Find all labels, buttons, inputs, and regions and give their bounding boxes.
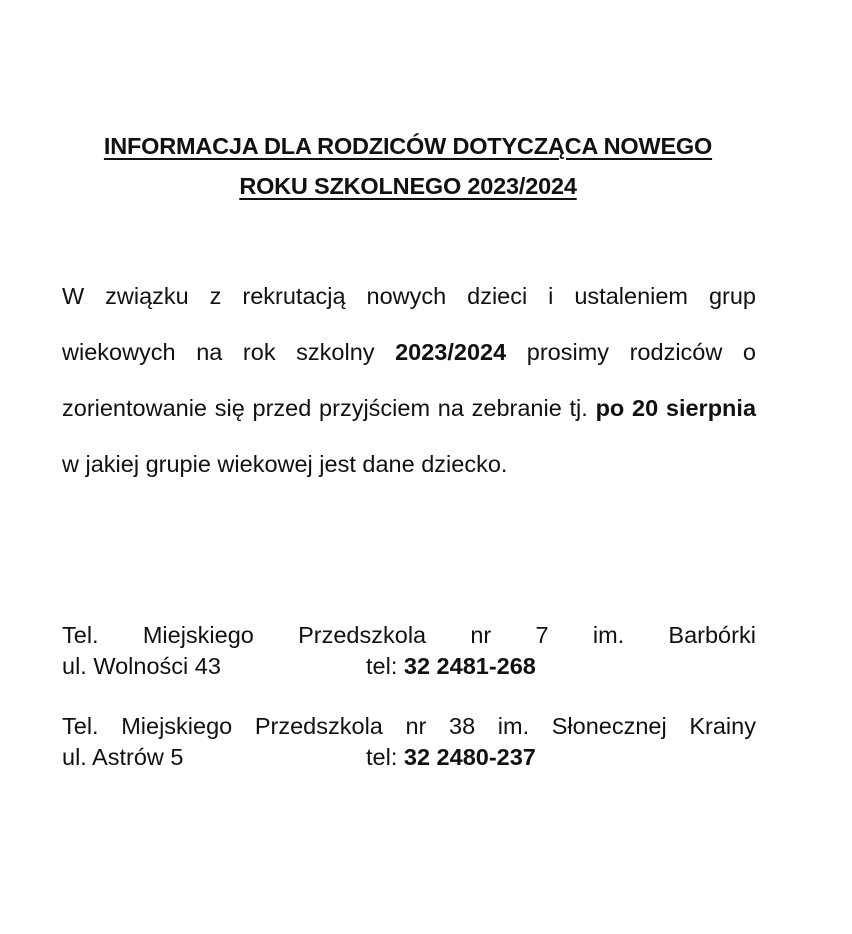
contact-word: Krainy	[689, 713, 756, 739]
contact-word: im.	[592, 622, 625, 648]
body-text-part-2: prosimy rodziców o zorientowanie się przed przyjściem na zebranie tj.	[62, 339, 756, 421]
contact-address-line	[62, 651, 756, 682]
contact-prefix: Tel.	[62, 622, 99, 648]
contact-address-line	[62, 742, 756, 773]
contact-name-line	[62, 620, 756, 651]
contact-tel-number: 32 2481-268	[403, 653, 536, 679]
contact-word: Miejskiego	[121, 713, 233, 739]
contact-address: ul. Wolności 43	[62, 653, 221, 679]
school-year-bold: 2023/2024	[395, 339, 507, 365]
contact-word: nr	[405, 713, 427, 739]
contact-word: Barbórki	[668, 622, 756, 648]
body-text-part-1: W związku z rekrutacją nowych dzieci i ustaleniem grup wiekowych na rok szkolny	[62, 283, 756, 365]
contact-address: ul. Astrów 5	[62, 744, 184, 770]
contact-tel-label: tel:	[366, 744, 404, 770]
contact-word: nr	[470, 622, 492, 648]
body-paragraph	[62, 268, 756, 492]
contact-word: Miejskiego	[142, 622, 254, 648]
contact-word: im.	[497, 713, 530, 739]
contact-word: Przedszkola	[298, 622, 427, 648]
title-line-2: ROKU SZKOLNEGO 2023/2024	[239, 173, 577, 199]
document-title	[40, 126, 776, 206]
contact-word: Przedszkola	[254, 713, 383, 739]
meeting-date-bold: po 20 sierpnia	[595, 395, 757, 421]
title-line-1: INFORMACJA DLA RODZICÓW DOTYCZĄCA NOWEGO	[103, 133, 713, 159]
body-text-part-3: w jakiej grupie wiekowej jest dane dziecko.	[62, 451, 508, 477]
contact-block-kindergarten-38	[62, 711, 756, 773]
contact-word: 38	[449, 713, 476, 739]
contact-tel-number: 32 2480-237	[403, 744, 536, 770]
contact-block-kindergarten-7	[62, 620, 756, 682]
contact-prefix: Tel.	[62, 713, 99, 739]
contact-tel-label: tel:	[366, 653, 404, 679]
contact-word: 7	[535, 622, 549, 648]
contact-name-line	[62, 711, 756, 742]
contact-word: Słonecznej	[551, 713, 667, 739]
